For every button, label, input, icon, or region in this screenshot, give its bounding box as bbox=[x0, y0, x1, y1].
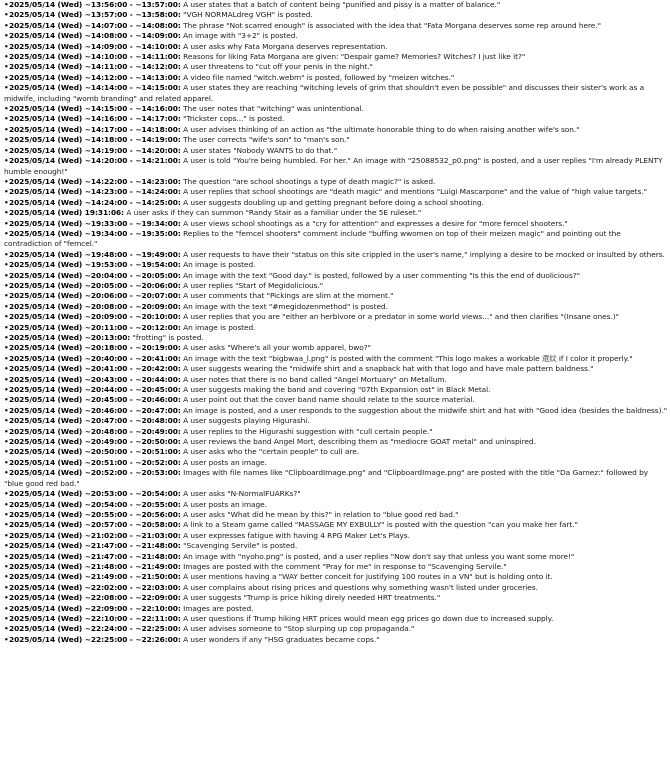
entry-timestamp: 2025/05/14 (Wed) ~20:47:00 - ~20:48:00: bbox=[9, 416, 181, 426]
entry-text: A user asks why Fata Morgana deserves representation. bbox=[183, 41, 388, 51]
entry-timestamp: 2025/05/14 (Wed) ~13:56:00 - ~13:57:00: bbox=[9, 0, 181, 9]
log-entry bbox=[4, 614, 668, 624]
log-entry bbox=[4, 291, 668, 301]
entry-timestamp: 2025/05/14 (Wed) ~14:18:00 - ~14:19:00: bbox=[9, 135, 181, 145]
entry-text: A user asks if they can summon "Randy Stair as a familiar under the 5E ruleset." bbox=[126, 208, 422, 218]
entry-timestamp: 2025/05/14 (Wed) ~14:17:00 - ~14:18:00: bbox=[9, 124, 181, 134]
entry-text: "Trickster cops..." is posted. bbox=[183, 114, 285, 124]
entry-timestamp: 2025/05/14 (Wed) ~14:20:00 - ~14:21:00: bbox=[9, 156, 181, 166]
entry-timestamp: 2025/05/14 (Wed) ~14:08:00 - ~14:09:00: bbox=[9, 31, 181, 41]
entry-text: Images with file names like "ClipboardImage.png" and "ClipboardImage.png" are posted with the title "Da Gamez:" followed by "blue good red bad." bbox=[4, 468, 649, 488]
entry-text: A user states they are reaching "witching levels of grim that shouldn't even be possible" and discusses their sister's work as a midwife, including "womb branding" and related apparel. bbox=[4, 83, 645, 103]
entry-text: A user wonders if any "HSG graduates became cops." bbox=[183, 634, 380, 644]
entry-text: The phrase "Not scarred enough" is associated with the idea that "Fata Morgana deserves some rep around here." bbox=[183, 20, 601, 30]
entry-timestamp: 2025/05/14 (Wed) ~21:02:00 - ~21:03:00: bbox=[9, 530, 181, 540]
log-entry bbox=[4, 312, 668, 322]
log-entry bbox=[4, 156, 668, 177]
entry-timestamp: 2025/05/14 (Wed) ~14:16:00 - ~14:17:00: bbox=[9, 114, 181, 124]
log-entry bbox=[4, 114, 668, 124]
entry-text: A user mentions having a "WAY better conceit for justifying 100 routes in a VN" but is holding onto it. bbox=[183, 572, 553, 582]
entry-timestamp: 2025/05/14 (Wed) ~21:47:00 - ~21:48:00: bbox=[9, 551, 181, 561]
entry-text: A user notes that there is no band called "Angel Mortuary" on Metallum. bbox=[183, 374, 447, 384]
log-entry bbox=[4, 458, 668, 468]
entry-timestamp: 2025/05/14 (Wed) ~14:11:00 - ~14:12:00: bbox=[9, 62, 181, 72]
entry-timestamp: 2025/05/14 (Wed) ~20:09:00 - ~20:10:00: bbox=[9, 312, 181, 322]
entry-timestamp: 2025/05/14 (Wed) ~20:04:00 - ~20:05:00: bbox=[9, 270, 181, 280]
entry-timestamp: 2025/05/14 (Wed) ~20:06:00 - ~20:07:00: bbox=[9, 291, 181, 301]
log-entry bbox=[4, 468, 668, 489]
log-entry bbox=[4, 250, 668, 260]
entry-text: A user expresses fatigue with having 4 RPG Maker Let's Plays. bbox=[183, 530, 410, 540]
entry-timestamp: 2025/05/14 (Wed) ~20:48:00 - ~20:49:00: bbox=[9, 426, 181, 436]
log-entry bbox=[4, 177, 668, 187]
entry-timestamp: 2025/05/14 (Wed) ~20:43:00 - ~20:44:00: bbox=[9, 374, 181, 384]
log-entry bbox=[4, 562, 668, 572]
entry-timestamp: 2025/05/14 (Wed) 19:31:06: bbox=[9, 208, 125, 218]
entry-text: Replies to the "femcel shooters" comment include "buffing wwomen on top of their meizen magic" and pointing out the contradiction of "femcel." bbox=[4, 228, 621, 249]
log-entry bbox=[4, 21, 668, 31]
entry-timestamp: 2025/05/14 (Wed) ~20:54:00 - ~20:55:00: bbox=[9, 499, 181, 509]
entry-text: "VGH NORMALdreg VGH" is posted. bbox=[183, 10, 313, 20]
entry-text: A user suggests wearing the "midwife shirt and a snapback hat with that logo and have male pattern baldness." bbox=[183, 364, 594, 374]
log-entry bbox=[4, 364, 668, 374]
log-entry bbox=[4, 323, 668, 333]
log-entry bbox=[4, 531, 668, 541]
entry-text: The question "are school shootings a type of death magic?" is asked. bbox=[183, 176, 436, 186]
log-entry bbox=[4, 271, 668, 281]
entry-text: A user asks "N-NormalFUARKs?" bbox=[183, 489, 301, 499]
log-entry bbox=[4, 104, 668, 114]
entry-timestamp: 2025/05/14 (Wed) ~14:22:00 - ~14:23:00: bbox=[9, 176, 181, 186]
entry-text: Images are posted. bbox=[183, 603, 254, 613]
entry-text: A user threatens to "cut off your penis in the night." bbox=[183, 62, 373, 72]
log-entry bbox=[4, 572, 668, 582]
entry-text: A user replies that you are "either an herbivore or a predator in some world views..." and then clarifies "(Insane ones.)" bbox=[183, 312, 619, 322]
entry-timestamp: 2025/05/14 (Wed) ~20:55:00 - ~20:56:00: bbox=[9, 509, 181, 519]
entry-timestamp: 2025/05/14 (Wed) ~14:19:00 - ~14:20:00: bbox=[9, 145, 181, 155]
entry-text: A user asks "What did he mean by this?" in relation to "blue good red bad." bbox=[183, 509, 459, 519]
entry-text: A user replies "Start of Megidolicious." bbox=[183, 280, 324, 290]
log-entry bbox=[4, 437, 668, 447]
log-entry bbox=[4, 229, 668, 250]
entry-text: A user questions if Trump hiking HRT prices would mean egg prices go down due to increased supply. bbox=[183, 613, 554, 623]
entry-text: A user views school shootings as a "cry for attention" and expresses a desire for "more femcel shooters." bbox=[183, 218, 568, 228]
log-entry bbox=[4, 395, 668, 405]
entry-timestamp: 2025/05/14 (Wed) ~22:10:00 - ~22:11:00: bbox=[9, 613, 181, 623]
entry-text: "frotting" is posted. bbox=[132, 333, 204, 342]
log-entry bbox=[4, 73, 668, 83]
entry-timestamp: 2025/05/14 (Wed) ~20:52:00 - ~20:53:00: bbox=[9, 468, 181, 478]
log-entry bbox=[4, 125, 668, 135]
entry-timestamp: 2025/05/14 (Wed) ~14:09:00 - ~14:10:00: bbox=[9, 41, 181, 51]
entry-timestamp: 2025/05/14 (Wed) ~22:02:00 - ~22:03:00: bbox=[9, 582, 181, 592]
entry-text: An image with the text "Good day." is posted, followed by a user commenting "Is this the end of duolicious?" bbox=[183, 270, 580, 280]
entry-timestamp: 2025/05/14 (Wed) ~22:08:00 - ~22:09:00: bbox=[9, 593, 181, 603]
entry-text: A user suggests playing Higurashi. bbox=[183, 416, 310, 426]
entry-timestamp: 2025/05/14 (Wed) ~20:50:00 - ~20:51:00: bbox=[9, 447, 181, 457]
entry-timestamp: 2025/05/14 (Wed) ~21:47:00 - ~21:48:00: bbox=[9, 541, 181, 551]
log-entry bbox=[4, 343, 668, 353]
entry-text: The user corrects "wife's son" to "man's son." bbox=[183, 135, 350, 145]
entry-text: A user states "Nobody WANTS to do that." bbox=[183, 145, 338, 155]
log-entry bbox=[4, 146, 668, 156]
entry-timestamp: 2025/05/14 (Wed) ~19:53:00 - ~19:54:00: bbox=[9, 260, 181, 270]
entry-text: An image with the text "#megidozenmethod" is posted. bbox=[183, 301, 388, 311]
entry-timestamp: 2025/05/14 (Wed) ~20:13:00: bbox=[9, 333, 131, 342]
entry-timestamp: 2025/05/14 (Wed) ~19:34:00 - ~19:35:00: bbox=[9, 228, 181, 238]
log-entry bbox=[4, 62, 668, 72]
log-entry bbox=[4, 219, 668, 229]
entry-timestamp: 2025/05/14 (Wed) ~20:53:00 - ~20:54:00: bbox=[9, 489, 181, 499]
entry-timestamp: 2025/05/14 (Wed) ~21:49:00 - ~21:50:00: bbox=[9, 572, 181, 582]
entry-timestamp: 2025/05/14 (Wed) ~20:44:00 - ~20:45:00: bbox=[9, 385, 181, 395]
entry-text: A user is told "You're being humbled. For her." An image with "25088532_p0.png" is posted, and a user replies "I'm already PLENTY humble enough!" bbox=[4, 156, 663, 176]
entry-text: A user complains about rising prices and questions why something wasn't listed under groceries. bbox=[183, 582, 538, 592]
entry-text: A video file named "witch.webm" is posted, followed by "meizen witches." bbox=[183, 72, 455, 82]
log-entry bbox=[4, 208, 668, 218]
entry-text: An image with "3+2" is posted. bbox=[183, 31, 298, 41]
log-entry bbox=[4, 198, 668, 208]
entry-timestamp: 2025/05/14 (Wed) ~14:15:00 - ~14:16:00: bbox=[9, 104, 181, 114]
log-entry bbox=[4, 583, 668, 593]
entry-text: A user posts an image. bbox=[183, 457, 267, 467]
entry-text: An image is posted. bbox=[183, 260, 256, 270]
entry-timestamp: 2025/05/14 (Wed) ~22:25:00 - ~22:26:00: bbox=[9, 634, 181, 644]
log-entry bbox=[4, 52, 668, 62]
log-entry bbox=[4, 406, 668, 416]
log-entry bbox=[4, 500, 668, 510]
entry-text: A user asks who the "certain people" to cull are. bbox=[183, 447, 360, 457]
entry-text: An image is posted. bbox=[183, 322, 256, 332]
entry-timestamp: 2025/05/14 (Wed) ~22:24:00 - ~22:25:00: bbox=[9, 624, 181, 634]
entry-text: "Scavenging Servile" is posted. bbox=[183, 541, 298, 551]
entry-timestamp: 2025/05/14 (Wed) ~20:45:00 - ~20:46:00: bbox=[9, 395, 181, 405]
entry-text: A user states that a batch of content being "punified and pissy is a matter of balance." bbox=[183, 0, 501, 9]
entry-timestamp: 2025/05/14 (Wed) ~20:11:00 - ~20:12:00: bbox=[9, 322, 181, 332]
log-entry bbox=[4, 281, 668, 291]
entry-text: An image with "nyoho.png" is posted, and a user replies "Now don't say that unless you want some more!" bbox=[183, 551, 575, 561]
entry-timestamp: 2025/05/14 (Wed) ~20:57:00 - ~20:58:00: bbox=[9, 520, 181, 530]
entry-timestamp: 2025/05/14 (Wed) ~19:48:00 - ~19:49:00: bbox=[9, 249, 181, 259]
entry-text: The user notes that "witching" was unintentional. bbox=[183, 104, 364, 114]
entry-text: A user suggests making the band and covering "07th Expansion ost" in Black Metal. bbox=[183, 385, 491, 395]
log-entry bbox=[4, 31, 668, 41]
log-entry bbox=[4, 604, 668, 614]
log-entry bbox=[4, 427, 668, 437]
entry-timestamp: 2025/05/14 (Wed) ~14:23:00 - ~14:24:00: bbox=[9, 187, 181, 197]
entry-timestamp: 2025/05/14 (Wed) ~20:41:00 - ~20:42:00: bbox=[9, 364, 181, 374]
entry-timestamp: 2025/05/14 (Wed) ~20:49:00 - ~20:50:00: bbox=[9, 437, 181, 447]
entry-text: A user replies to the Higurashi suggestion with "cull certain people." bbox=[183, 426, 433, 436]
entry-timestamp: 2025/05/14 (Wed) ~14:24:00 - ~14:25:00: bbox=[9, 197, 181, 207]
log-entry bbox=[4, 302, 668, 312]
log-entry bbox=[4, 552, 668, 562]
log-entry bbox=[4, 447, 668, 457]
entry-text: A user requests to have their "status on this site crippled in the user's name," implying a desire to be mocked or insulted by others. bbox=[183, 249, 665, 259]
log-entry bbox=[4, 10, 668, 20]
log-entry bbox=[4, 0, 668, 10]
entry-timestamp: 2025/05/14 (Wed) ~22:09:00 - ~22:10:00: bbox=[9, 603, 181, 613]
entry-text: A user suggests doubling up and getting pregnant before doing a school shooting. bbox=[183, 197, 484, 207]
entry-text: A user comments that "Pickings are slim at the moment." bbox=[183, 291, 394, 301]
log-entry bbox=[4, 624, 668, 634]
entry-text: An image is posted, and a user responds to the suggestion about the midwife shirt and hat with "Good idea (besides the baldness)." bbox=[183, 405, 668, 415]
entry-timestamp: 2025/05/14 (Wed) ~19:33:00 - ~19:34:00: bbox=[9, 218, 181, 228]
entry-timestamp: 2025/05/14 (Wed) ~20:18:00 - ~20:19:00: bbox=[9, 343, 181, 353]
log-entry bbox=[4, 354, 668, 364]
log-entry bbox=[4, 416, 668, 426]
entry-text: Images are posted with the comment "Pray for me" in response to "Scavenging Servile." bbox=[183, 561, 507, 571]
log-entry bbox=[4, 375, 668, 385]
entry-timestamp: 2025/05/14 (Wed) ~14:10:00 - ~14:11:00: bbox=[9, 52, 181, 62]
entry-text: A link to a Steam game called "MASSAGE MY EXBULLY" is posted with the question "can you make her fart." bbox=[183, 520, 578, 530]
entry-timestamp: 2025/05/14 (Wed) ~20:08:00 - ~20:09:00: bbox=[9, 301, 181, 311]
entry-timestamp: 2025/05/14 (Wed) ~14:14:00 - ~14:15:00: bbox=[9, 83, 181, 93]
log-entry bbox=[4, 260, 668, 270]
log-entry bbox=[4, 593, 668, 603]
entry-text: A user point out that the cover band name should relate to the source material. bbox=[183, 395, 475, 405]
entry-text: A user suggests "Trump is price hiking direly needed HRT treatments." bbox=[183, 593, 441, 603]
log-entry bbox=[4, 385, 668, 395]
entry-timestamp: 2025/05/14 (Wed) ~20:51:00 - ~20:52:00: bbox=[9, 457, 181, 467]
entry-text: A user replies that school shootings are "death magic" and mentions "Luigi Mascarpone" and the value of "high value targets." bbox=[183, 187, 647, 197]
log-entry bbox=[4, 42, 668, 52]
log-entry bbox=[4, 510, 668, 520]
log-entry bbox=[4, 489, 668, 499]
entry-timestamp: 2025/05/14 (Wed) ~20:40:00 - ~20:41:00: bbox=[9, 353, 181, 363]
log-entry bbox=[4, 187, 668, 197]
log-entry bbox=[4, 520, 668, 530]
entry-timestamp: 2025/05/14 (Wed) ~20:05:00 - ~20:06:00: bbox=[9, 280, 181, 290]
entry-timestamp: 2025/05/14 (Wed) ~13:57:00 - ~13:58:00: bbox=[9, 10, 181, 20]
entry-text: An image with the text "bigbwaa_l.png" is posted with the comment "This logo makes a workable 還紋 if I color it properly." bbox=[183, 353, 633, 363]
entry-timestamp: 2025/05/14 (Wed) ~14:07:00 - ~14:08:00: bbox=[9, 20, 181, 30]
entry-text: Reasons for liking Fata Morgana are given: "Despair game? Memories? Witches? I just like it?" bbox=[183, 52, 526, 62]
log-entry bbox=[4, 541, 668, 551]
log-entry bbox=[4, 83, 668, 104]
log-entry bbox=[4, 635, 668, 645]
entry-text: A user reviews the band Angel Mort, describing them as "mediocre GOAT metal" and uninspired. bbox=[183, 437, 536, 447]
entry-timestamp: 2025/05/14 (Wed) ~21:48:00 - ~21:49:00: bbox=[9, 561, 181, 571]
entry-timestamp: 2025/05/14 (Wed) ~20:46:00 - ~20:47:00: bbox=[9, 405, 181, 415]
entry-text: A user advises thinking of an action as "the ultimate honorable thing to do when raising another wife's son." bbox=[183, 124, 580, 134]
entry-text: A user asks "Where's all your womb apparel, bwo?" bbox=[183, 343, 371, 353]
log-entry bbox=[4, 333, 668, 343]
entry-timestamp: 2025/05/14 (Wed) ~14:12:00 - ~14:13:00: bbox=[9, 72, 181, 82]
log-entry bbox=[4, 135, 668, 145]
entry-text: A user advises someone to "Stop slurping up cop propaganda." bbox=[183, 624, 415, 634]
entry-text: A user posts an image. bbox=[183, 499, 267, 509]
